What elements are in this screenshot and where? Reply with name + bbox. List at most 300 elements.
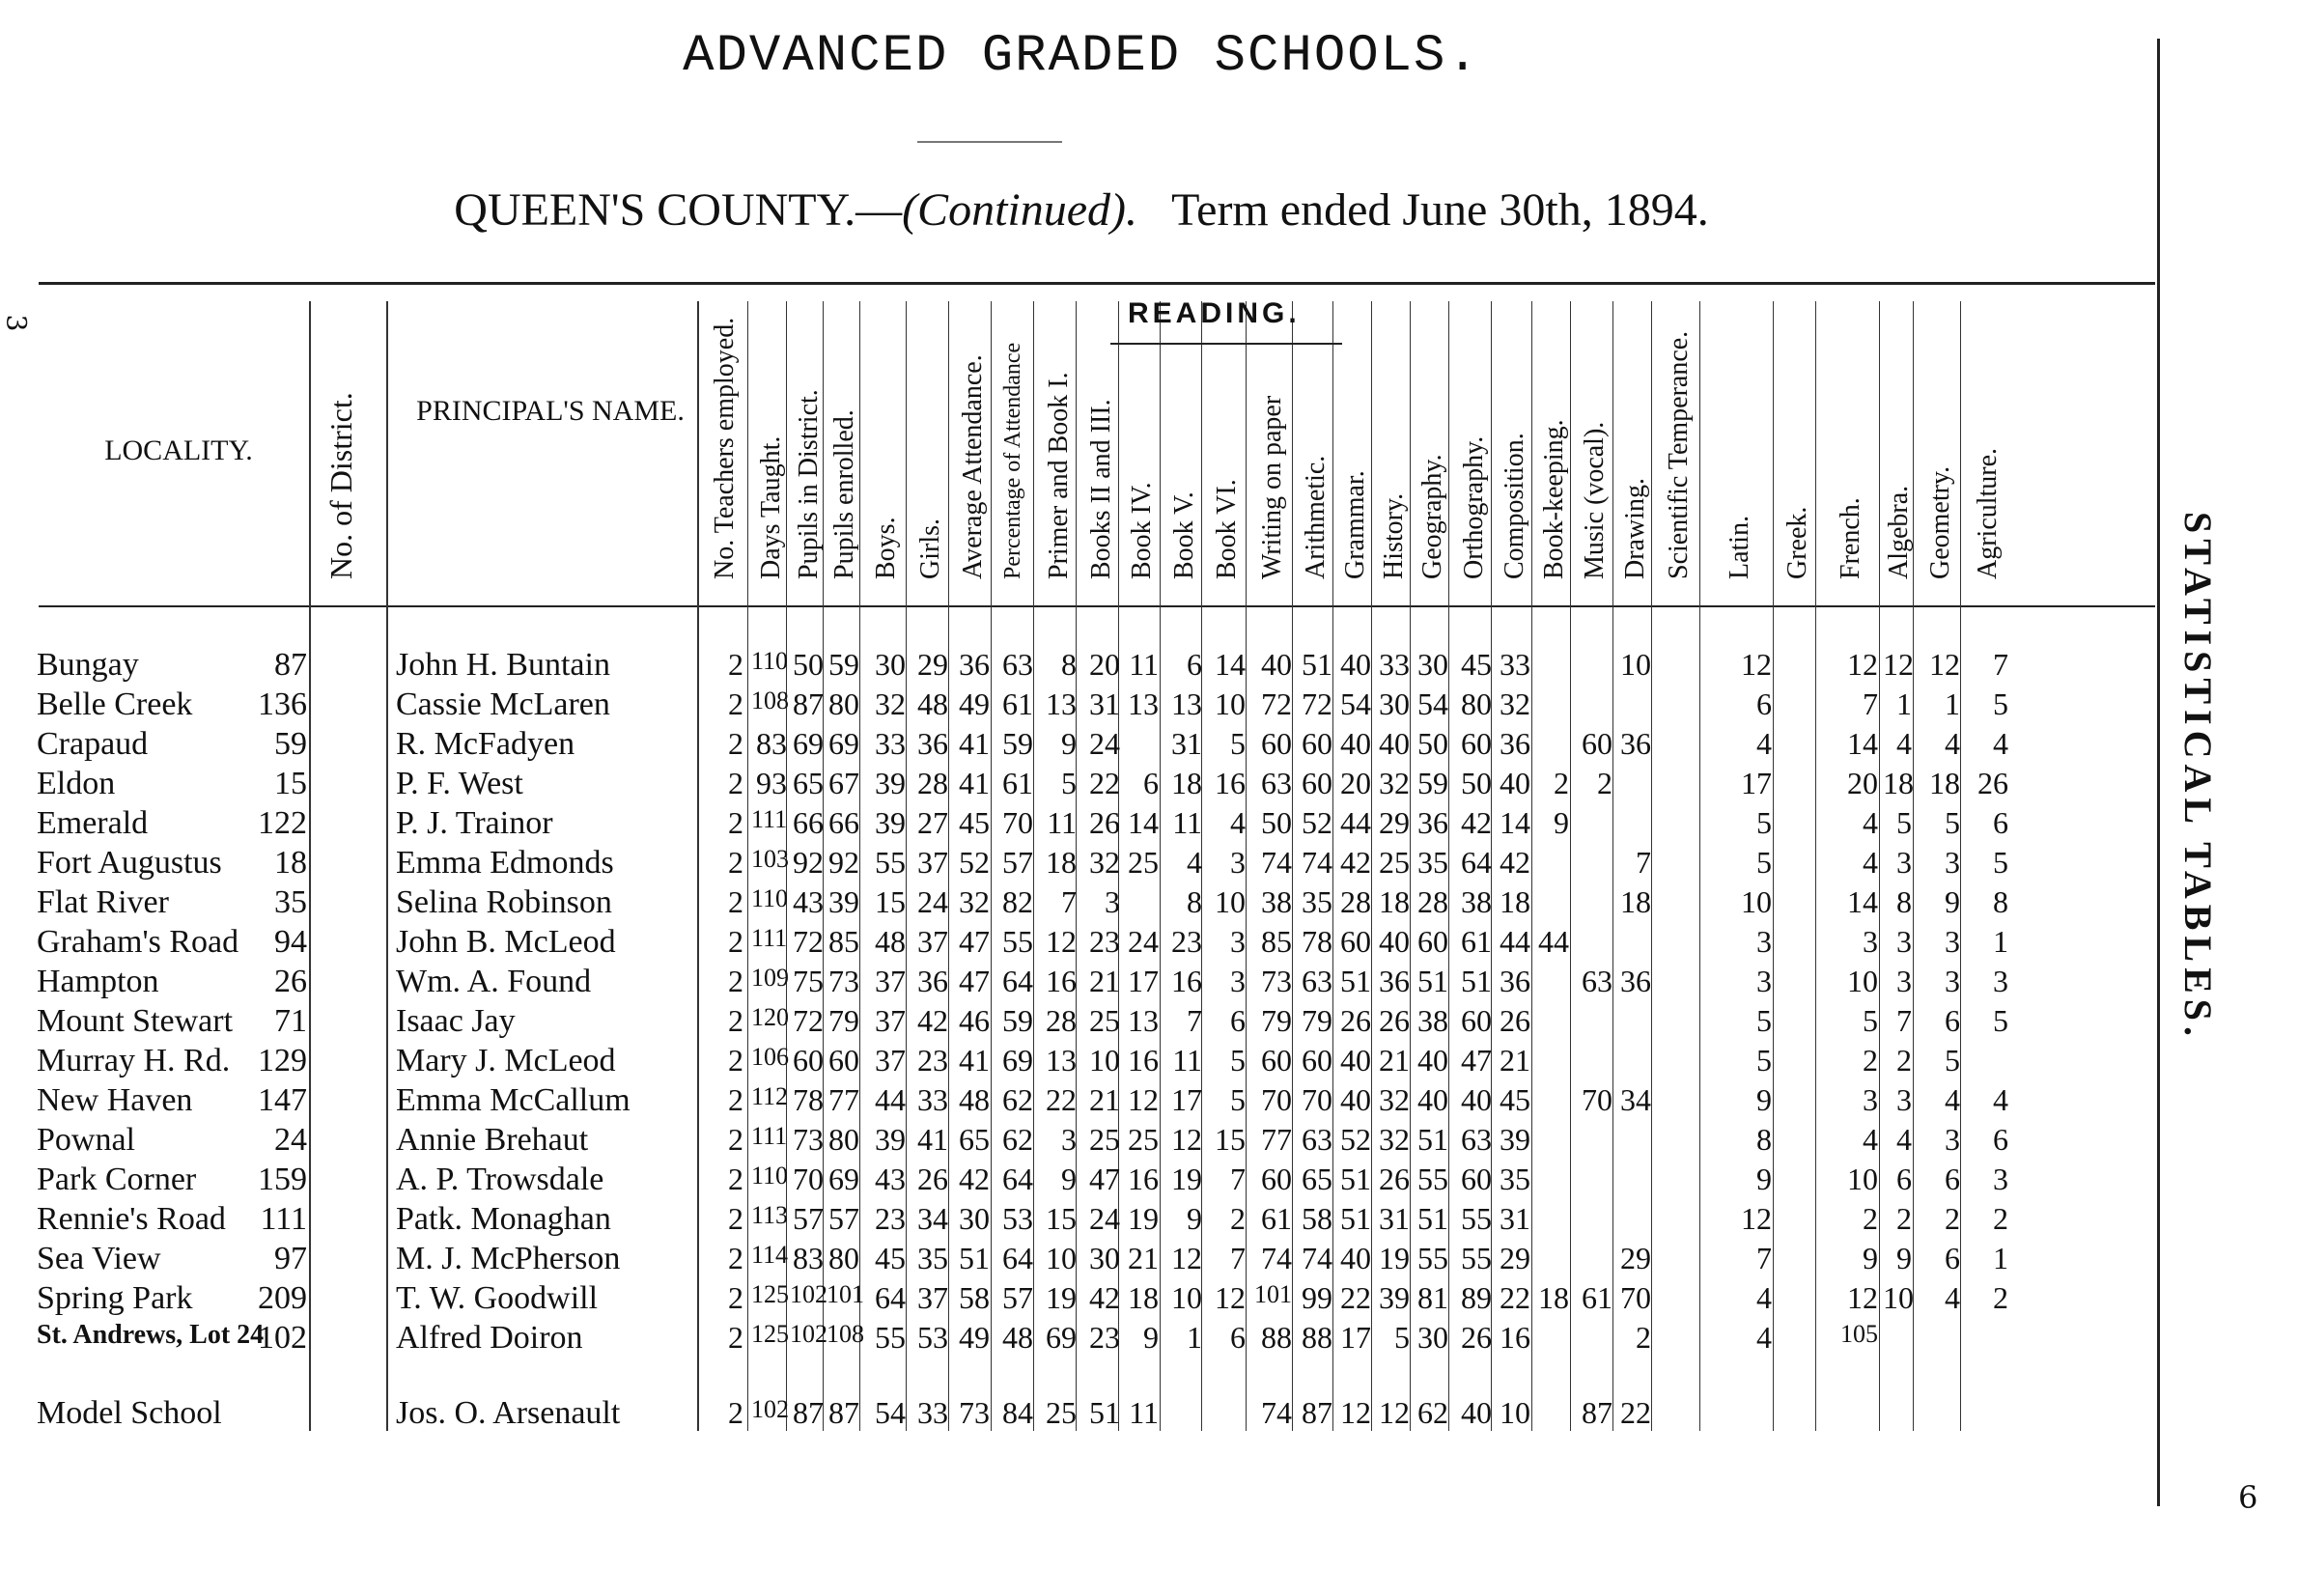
value-cell: 49 [959, 1320, 990, 1355]
value-cell: 25 [1089, 1003, 1120, 1038]
value-cell: 11 [1172, 1043, 1202, 1078]
column-separator [1773, 301, 1774, 1431]
value-cell: 3 [1945, 964, 1960, 998]
value-cell: 72 [793, 1003, 824, 1038]
value-cell: 2 [1863, 1043, 1878, 1078]
value-cell: 29 [1620, 1241, 1651, 1275]
value-cell: 2 [728, 726, 743, 761]
value-cell: 58 [1302, 1201, 1332, 1236]
column-separator [1246, 301, 1247, 1431]
reading-underline [1110, 343, 1342, 345]
value-cell: 25 [1128, 1122, 1159, 1157]
value-cell: 63 [1261, 766, 1292, 800]
value-cell: 22 [1340, 1280, 1371, 1315]
value-cell: 64 [1002, 1162, 1033, 1196]
value-cell: 83 [793, 1241, 824, 1275]
value-cell: 51 [1302, 647, 1332, 682]
principal-cell: John H. Buntain [396, 647, 610, 683]
value-cell: 5 [1896, 805, 1912, 840]
value-cell: 62 [1002, 1122, 1033, 1157]
value-cell: 10 [1215, 686, 1246, 721]
value-cell: 25 [1089, 1122, 1120, 1157]
value-cell: 81 [1417, 1280, 1448, 1315]
value-cell: 61 [1002, 686, 1033, 721]
column-separator [1160, 301, 1161, 1431]
value-cell: 60 [1261, 1043, 1292, 1078]
value-cell: 39 [875, 1122, 906, 1157]
value-cell: 6 [1756, 686, 1772, 721]
column-separator [1699, 301, 1700, 1431]
value-cell: 17 [1171, 1082, 1202, 1117]
value-cell: 26 [1379, 1003, 1410, 1038]
value-cell: 32 [1089, 845, 1120, 880]
value-cell: 10 [1847, 1162, 1878, 1196]
value-cell: 37 [917, 924, 948, 959]
value-cell: 18 [1500, 884, 1530, 919]
value-cell: 41 [959, 1043, 990, 1078]
value-cell: 17 [1741, 766, 1772, 800]
value-cell: 16 [1046, 964, 1077, 998]
value-cell: 1 [1187, 1320, 1202, 1355]
value-cell: 57 [1002, 1280, 1033, 1315]
value-cell: 55 [1417, 1162, 1448, 1196]
value-cell: 9 [1756, 1162, 1772, 1196]
value-cell: 2 [1993, 1201, 2008, 1236]
column-header: Orthography. [1458, 435, 1489, 579]
value-cell: 60 [1340, 924, 1371, 959]
value-cell: 4 [1945, 1280, 1960, 1315]
value-cell: 59 [828, 647, 859, 682]
column-header: Average Attendance. [957, 354, 988, 579]
value-cell: 9 [1187, 1201, 1202, 1236]
value-cell: 12 [1046, 924, 1077, 959]
value-cell: 21 [1379, 1043, 1410, 1078]
value-cell: 2 [728, 766, 743, 800]
value-cell: 6 [1945, 1162, 1960, 1196]
value-cell: 31 [1089, 686, 1120, 721]
value-cell: 13 [1128, 686, 1159, 721]
value-cell: 74 [1302, 1241, 1332, 1275]
value-cell: 5 [1945, 1043, 1960, 1078]
value-cell: 29 [1379, 805, 1410, 840]
value-cell: 88 [1302, 1320, 1332, 1355]
value-cell: 5 [1863, 1003, 1878, 1038]
value-cell: 24 [917, 884, 948, 919]
value-cell: 59 [1417, 766, 1448, 800]
value-cell: 60 [1582, 726, 1612, 761]
value-cell: 16 [1500, 1320, 1530, 1355]
value-cell: 37 [875, 1043, 906, 1078]
value-cell: 85 [828, 924, 859, 959]
value-cell: 26 [1089, 805, 1120, 840]
value-cell: 55 [1461, 1201, 1492, 1236]
value-cell: 2 [1230, 1201, 1246, 1236]
value-cell: 65 [1302, 1162, 1332, 1196]
value-cell: 3 [1993, 964, 2008, 998]
value-cell: 6 [1945, 1003, 1960, 1038]
value-cell: 36 [959, 647, 990, 682]
side-title: STATISTICAL TABLES. [2176, 512, 2220, 1043]
column-header: Pupils enrolled. [829, 409, 859, 579]
value-cell: 47 [1461, 1043, 1492, 1078]
value-cell: 72 [1302, 686, 1332, 721]
principal-cell: Isaac Jay [396, 1003, 516, 1039]
value-cell: 36 [917, 726, 948, 761]
header-reading: READING. [1128, 297, 1301, 329]
column-header: Agriculture. [1973, 447, 2003, 579]
value-cell: 2 [1896, 1043, 1912, 1078]
value-cell: 40 [1461, 1395, 1492, 1430]
value-cell: 30 [1417, 1320, 1448, 1355]
principal-cell: R. McFadyen [396, 726, 575, 762]
value-cell: 60 [793, 1043, 824, 1078]
value-cell: 11 [1129, 647, 1159, 682]
column-separator [1815, 301, 1816, 1431]
value-cell: 60 [1302, 1043, 1332, 1078]
value-cell: 66 [828, 805, 859, 840]
column-header: History. [1379, 492, 1409, 579]
value-cell: 31 [1500, 1201, 1530, 1236]
value-cell: 39 [828, 884, 859, 919]
value-cell: 3 [1756, 964, 1772, 998]
value-cell: 40 [1461, 1082, 1492, 1117]
column-header: Girls. [915, 518, 945, 579]
value-cell: 28 [917, 766, 948, 800]
principal-cell: M. J. McPherson [396, 1241, 621, 1276]
value-cell: 25 [1128, 845, 1159, 880]
header-principal: PRINCIPAL'S NAME. [416, 395, 685, 427]
value-cell: 6 [1187, 647, 1202, 682]
value-cell: 14 [1847, 726, 1878, 761]
value-cell: 5 [1230, 1082, 1246, 1117]
value-cell: 36 [1417, 805, 1448, 840]
value-cell: 69 [1046, 1320, 1077, 1355]
page-number-left: 3 [0, 314, 33, 332]
value-cell: 4 [1756, 1320, 1772, 1355]
value-cell: 19 [1379, 1241, 1410, 1275]
value-cell: 125 [751, 1320, 789, 1348]
locality-cell: Model School [37, 1395, 222, 1431]
value-cell: 3 [1896, 845, 1912, 880]
column-header: Books II and III. [1086, 399, 1116, 579]
value-cell: 75 [793, 964, 824, 998]
value-cell: 8 [1756, 1122, 1772, 1157]
value-cell: 16 [1128, 1162, 1159, 1196]
value-cell: 21 [1500, 1043, 1530, 1078]
value-cell: 42 [1500, 845, 1530, 880]
value-cell: 22 [1046, 1082, 1077, 1117]
value-cell: 3 [1105, 884, 1120, 919]
value-cell: 5 [1945, 805, 1960, 840]
value-cell: 13 [1128, 1003, 1159, 1038]
value-cell: 2 [728, 1201, 743, 1236]
value-cell: 32 [1379, 1122, 1410, 1157]
value-cell: 82 [1002, 884, 1033, 919]
value-cell: 1 [1945, 686, 1960, 721]
locality-cell: Spring Park [37, 1280, 193, 1316]
value-cell: 28 [1417, 884, 1448, 919]
value-cell: 2 [728, 1043, 743, 1078]
value-cell: 72 [1261, 686, 1292, 721]
value-cell: 21 [1128, 1241, 1159, 1275]
value-cell: 40 [1417, 1082, 1448, 1117]
value-cell: 23 [875, 1201, 906, 1236]
locality-cell: Rennie's Road [37, 1201, 226, 1237]
value-cell: 83 [756, 726, 787, 761]
value-cell: 111 [751, 924, 788, 952]
value-cell: 70 [1582, 1082, 1612, 1117]
value-cell: 1 [1896, 686, 1912, 721]
value-cell: 4 [1863, 845, 1878, 880]
value-cell: 20 [1089, 647, 1120, 682]
value-cell: 50 [1261, 805, 1292, 840]
value-cell: 23 [1089, 1320, 1120, 1355]
value-cell: 8 [1061, 647, 1077, 682]
value-cell: 10 [1046, 1241, 1077, 1275]
table-header-rule [39, 605, 2155, 607]
value-cell: 70 [793, 1162, 824, 1196]
column-header: Pupils in District. [793, 389, 824, 579]
value-cell: 19 [1171, 1162, 1202, 1196]
value-cell: 40 [1500, 766, 1530, 800]
value-cell: 26 [1340, 1003, 1371, 1038]
value-cell: 64 [875, 1280, 906, 1315]
column-separator [948, 301, 949, 1431]
locality-cell: New Haven [37, 1082, 193, 1118]
value-cell: 87 [1302, 1395, 1332, 1430]
value-cell: 14 [1128, 805, 1159, 840]
value-cell: 51 [1417, 964, 1448, 998]
value-cell: 73 [828, 964, 859, 998]
value-cell: 61 [1002, 766, 1033, 800]
value-cell: 9 [1896, 1241, 1912, 1275]
value-cell: 9 [1756, 1082, 1772, 1117]
value-cell: 36 [1620, 964, 1651, 998]
value-cell: 42 [1461, 805, 1492, 840]
value-cell: 77 [1261, 1122, 1292, 1157]
value-cell: 28 [1340, 884, 1371, 919]
value-cell: 72 [793, 924, 824, 959]
value-cell: 35 [917, 1241, 948, 1275]
value-cell: 10 [1171, 1280, 1202, 1315]
value-cell: 35 [1500, 1162, 1530, 1196]
value-cell: 125 [751, 1280, 789, 1308]
principal-cell: A. P. Trowsdale [396, 1162, 604, 1197]
column-header: Drawing. [1620, 478, 1650, 579]
value-cell: 27 [917, 805, 948, 840]
value-cell: 7 [1061, 884, 1077, 919]
column-header: Greek. [1782, 506, 1812, 579]
value-cell: 24 [1089, 1201, 1120, 1236]
value-cell: 4 [1896, 1122, 1912, 1157]
column-separator [1612, 301, 1613, 1431]
value-cell: 32 [1379, 766, 1410, 800]
value-cell: 34 [1620, 1082, 1651, 1117]
value-cell: 12 [1741, 647, 1772, 682]
value-cell: 33 [1379, 647, 1410, 682]
column-header: Music (vocal). [1580, 421, 1610, 579]
value-cell: 101 [1254, 1280, 1292, 1308]
value-cell: 47 [959, 964, 990, 998]
value-cell: 113 [751, 1201, 789, 1229]
value-cell: 18 [1538, 1280, 1569, 1315]
value-cell: 37 [917, 845, 948, 880]
value-cell: 10 [1847, 964, 1878, 998]
value-cell: 6 [1945, 1241, 1960, 1275]
value-cell: 52 [959, 845, 990, 880]
value-cell: 4 [1230, 805, 1246, 840]
value-cell: 21 [1089, 1082, 1120, 1117]
subtitle-continued: (Continued). [902, 184, 1138, 236]
value-cell: 12 [1340, 1395, 1371, 1430]
value-cell: 51 [1417, 1122, 1448, 1157]
principal-cell: Annie Brehaut [396, 1122, 589, 1158]
value-cell: 54 [875, 1395, 906, 1430]
value-cell: 26 [1500, 1003, 1530, 1038]
value-cell: 3 [1945, 1122, 1960, 1157]
value-cell: 44 [1538, 924, 1569, 959]
value-cell: 55 [1002, 924, 1033, 959]
value-cell: 44 [875, 1082, 906, 1117]
value-cell: 7 [1896, 1003, 1912, 1038]
value-cell: 32 [875, 686, 906, 721]
value-cell: 39 [1379, 1280, 1410, 1315]
value-cell: 74 [1261, 1241, 1292, 1275]
value-cell: 62 [1002, 1082, 1033, 1117]
locality-cell: Fort Augustus [37, 845, 222, 881]
column-separator [1531, 301, 1532, 1431]
value-cell: 65 [959, 1122, 990, 1157]
column-header: Book VI. [1212, 479, 1242, 579]
value-cell: 40 [1340, 1082, 1371, 1117]
value-cell: 28 [1046, 1003, 1077, 1038]
value-cell: 7 [1187, 1003, 1202, 1038]
value-cell: 9 [1945, 884, 1960, 919]
column-header: Percentage of Attendance [1000, 342, 1025, 579]
value-cell: 8 [1993, 884, 2008, 919]
locality-cell: Eldon [37, 766, 116, 801]
value-cell: 3 [1945, 845, 1960, 880]
value-cell: 80 [828, 686, 859, 721]
value-cell: 79 [1302, 1003, 1332, 1038]
principal-cell: P. J. Trainor [396, 805, 553, 841]
locality-cell: Bungay [37, 647, 139, 683]
value-cell: 48 [875, 924, 906, 959]
value-cell: 7 [1993, 647, 2008, 682]
value-cell: 15 [1215, 1122, 1246, 1157]
value-cell: 69 [828, 726, 859, 761]
value-cell: 35 [1417, 845, 1448, 880]
value-cell: 31 [1171, 726, 1202, 761]
value-cell: 40 [1340, 647, 1371, 682]
page-number-right: 9 [2238, 1477, 2258, 1514]
locality-cell: Pownal [37, 1122, 135, 1158]
value-cell: 37 [875, 964, 906, 998]
value-cell: 3 [1863, 1082, 1878, 1117]
value-cell: 73 [793, 1122, 824, 1157]
value-cell: 18 [1171, 766, 1202, 800]
column-header: Book IV. [1127, 482, 1157, 579]
value-cell: 26 [917, 1162, 948, 1196]
value-cell: 14 [1215, 647, 1246, 682]
value-cell: 3 [1230, 845, 1246, 880]
value-cell: 50 [1461, 766, 1492, 800]
column-header: French. [1835, 497, 1865, 579]
column-separator [1960, 301, 1961, 1431]
value-cell: 36 [1379, 964, 1410, 998]
value-cell: 18 [1929, 766, 1960, 800]
value-cell: 61 [1461, 924, 1492, 959]
column-separator [386, 301, 388, 1431]
value-cell: 43 [875, 1162, 906, 1196]
value-cell: 64 [1461, 845, 1492, 880]
value-cell: 30 [1089, 1241, 1120, 1275]
column-header: Latin. [1724, 515, 1754, 579]
column-header: Primer and Book I. [1043, 372, 1074, 579]
value-cell: 13 [1046, 1043, 1077, 1078]
value-cell: 38 [1461, 884, 1492, 919]
value-cell: 2 [728, 1395, 743, 1430]
value-cell: 38 [1261, 884, 1292, 919]
column-separator [1913, 301, 1914, 1431]
value-cell: 60 [1461, 726, 1492, 761]
value-cell: 20 [1847, 766, 1878, 800]
value-cell: 102 [790, 1320, 827, 1348]
value-cell: 30 [875, 647, 906, 682]
value-cell: 2 [1554, 766, 1569, 800]
column-header: Algebra. [1884, 485, 1914, 579]
value-cell: 5 [1756, 805, 1772, 840]
value-cell: 4 [1896, 726, 1912, 761]
value-cell: 10 [1620, 647, 1651, 682]
column-header: Geometry. [1924, 465, 1955, 579]
value-cell: 33 [1500, 647, 1530, 682]
value-cell: 33 [875, 726, 906, 761]
value-cell: 17 [1128, 964, 1159, 998]
principal-cell: Selina Robinson [396, 884, 612, 920]
value-cell: 23 [1171, 924, 1202, 959]
value-cell: 111 [751, 1122, 788, 1150]
value-cell: 13 [1046, 686, 1077, 721]
value-cell: 5 [1230, 726, 1246, 761]
column-separator [747, 301, 748, 1431]
value-cell: 5 [1061, 766, 1077, 800]
value-cell: 26 [1461, 1320, 1492, 1355]
value-cell: 85 [1261, 924, 1292, 959]
value-cell: 26 [1379, 1162, 1410, 1196]
value-cell: 109 [751, 964, 789, 992]
column-header: Scientific Temperance. [1664, 330, 1694, 579]
value-cell: 58 [959, 1280, 990, 1315]
value-cell: 6 [1230, 1320, 1246, 1355]
value-cell: 29 [1500, 1241, 1530, 1275]
value-cell: 36 [917, 964, 948, 998]
column-header: Book V. [1169, 491, 1199, 579]
column-separator [309, 301, 311, 1431]
value-cell: 2 [728, 924, 743, 959]
value-cell: 70 [1261, 1082, 1292, 1117]
value-cell: 3 [1896, 924, 1912, 959]
value-cell: 4 [1863, 1122, 1878, 1157]
value-cell: 108 [751, 686, 789, 714]
value-cell: 99 [1302, 1280, 1332, 1315]
value-cell: 2 [728, 805, 743, 840]
column-separator [1448, 301, 1449, 1431]
locality-cell: Emerald [37, 805, 149, 841]
value-cell: 48 [1002, 1320, 1033, 1355]
column-header: Grammar. [1340, 470, 1370, 579]
header-locality: LOCALITY. [104, 434, 253, 466]
